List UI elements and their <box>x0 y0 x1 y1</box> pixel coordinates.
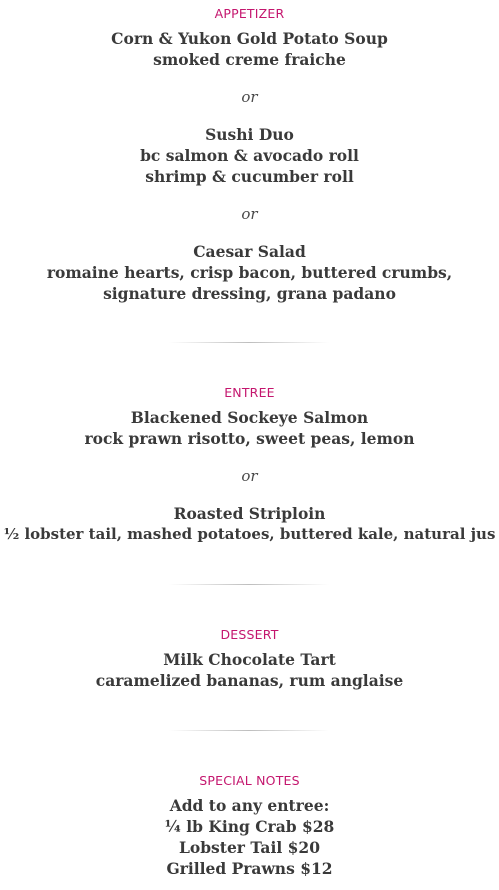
or-separator: or <box>241 467 258 485</box>
special-note-line: Grilled Prawns $12 <box>166 859 333 878</box>
special-notes-list <box>0 795 499 879</box>
dessert-title: DESSERT <box>220 627 279 642</box>
dish-name: Sushi Duo <box>205 125 294 144</box>
special-note-line: Add to any entree: <box>169 796 330 815</box>
dessert-section <box>0 627 499 691</box>
entree-section <box>0 385 499 545</box>
section-divider <box>169 730 329 731</box>
section-divider <box>169 584 329 585</box>
dish-chocolate-tart <box>0 649 499 691</box>
dish-name: Blackened Sockeye Salmon <box>130 408 369 427</box>
special-notes-section <box>0 773 499 879</box>
or-separator: or <box>241 205 258 223</box>
dish-description: ½ lobster tail, mashed potatoes, buttered kale, natural jus <box>3 525 496 543</box>
dish-description: caramelized bananas, rum anglaise <box>95 671 404 690</box>
dish-description: smoked creme fraiche <box>153 50 346 69</box>
special-notes-title: SPECIAL NOTES <box>199 773 300 788</box>
appetizer-title: APPETIZER <box>214 6 285 21</box>
dish-description: bc salmon & avocado roll <box>140 146 359 165</box>
dish-description: rock prawn risotto, sweet peas, lemon <box>84 429 415 448</box>
dish-name: Milk Chocolate Tart <box>163 650 336 669</box>
special-note-line: ¼ lb King Crab $28 <box>164 817 335 836</box>
dish-name: Roasted Striploin <box>173 504 326 523</box>
dish-name: Corn & Yukon Gold Potato Soup <box>111 29 388 48</box>
dish-sockeye-salmon <box>0 407 499 449</box>
dish-striploin <box>0 503 499 545</box>
appetizer-section <box>0 6 499 304</box>
dish-sushi-duo <box>0 124 499 187</box>
dish-corn-soup <box>0 28 499 70</box>
special-note-line: Lobster Tail $20 <box>178 838 320 857</box>
entree-title: ENTREE <box>224 385 275 400</box>
or-separator: or <box>241 88 258 106</box>
dish-description: shrimp & cucumber roll <box>145 167 354 186</box>
section-divider <box>169 342 329 343</box>
dish-caesar-salad <box>0 241 499 304</box>
dish-name: Caesar Salad <box>193 242 306 261</box>
dish-description: romaine hearts, crisp bacon, buttered crumbs, signature dressing, grana padano <box>46 263 453 303</box>
